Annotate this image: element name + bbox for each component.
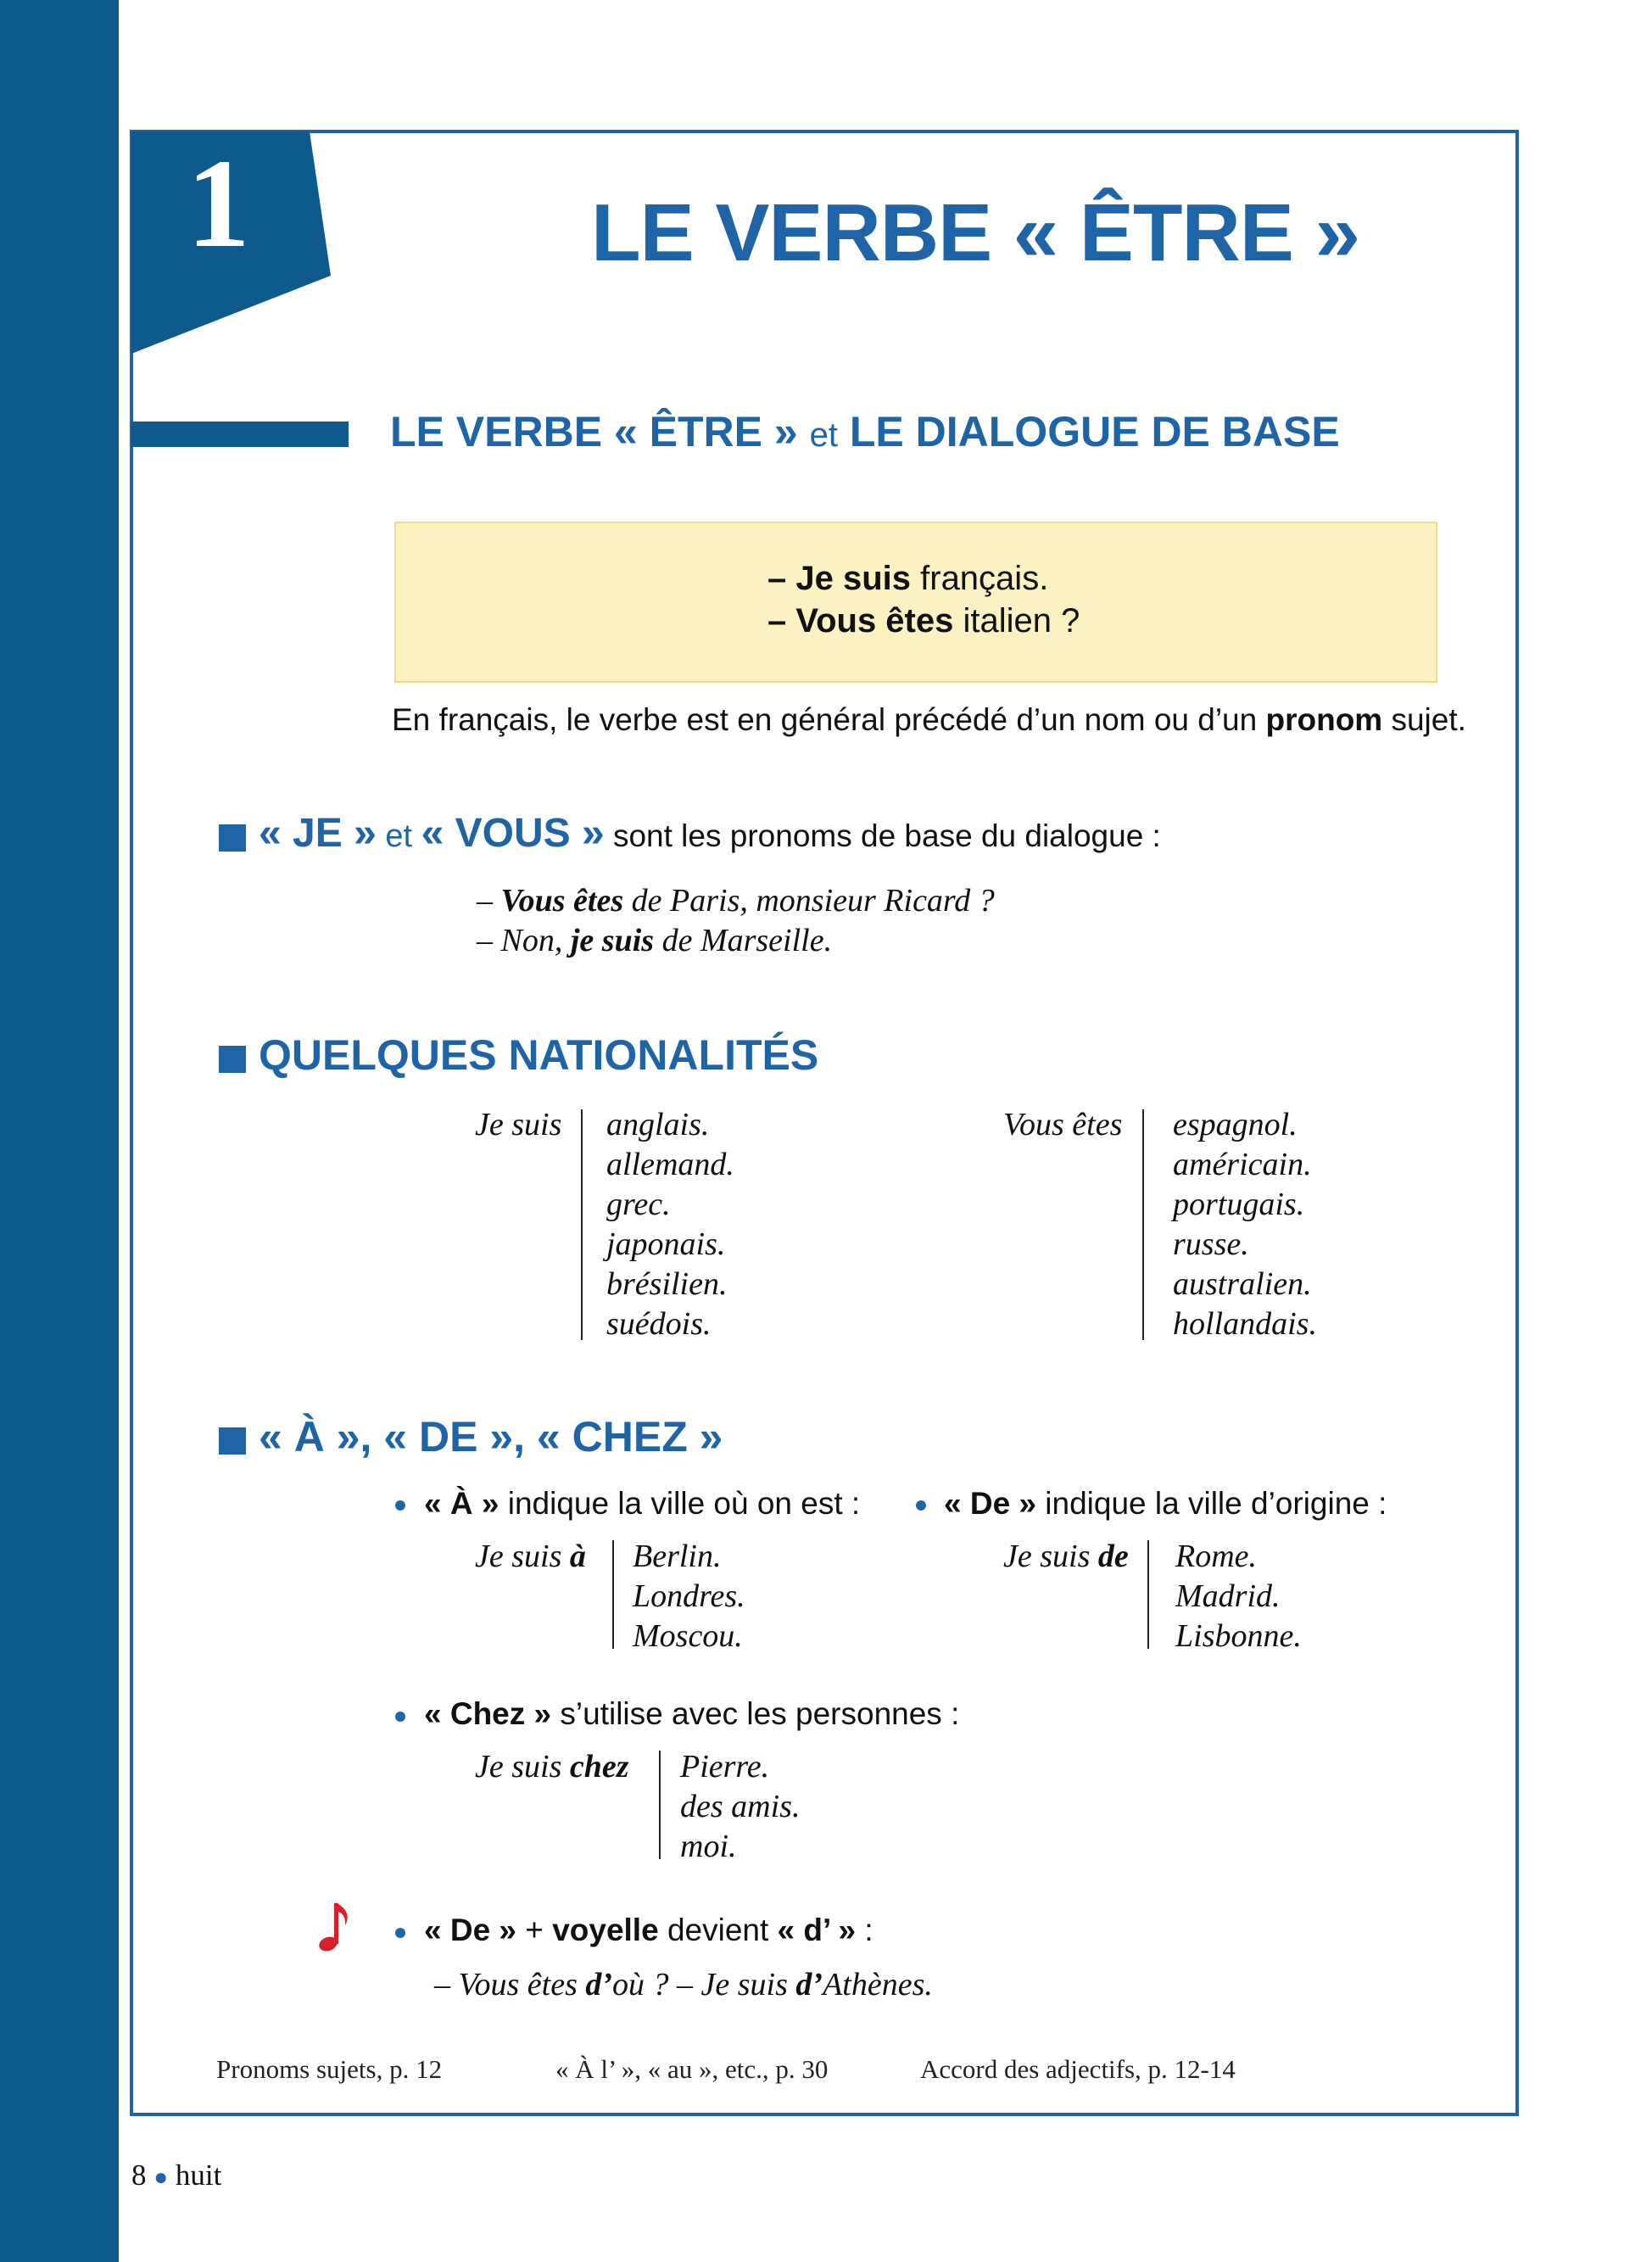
rule-quote: « d’ »	[777, 1913, 857, 1947]
example-line	[767, 560, 1048, 598]
example-verb: – Vous êtes	[767, 602, 954, 640]
de-rule-text: indique la ville d’origine :	[1036, 1486, 1387, 1521]
list-item: Moscou.	[633, 1618, 743, 1654]
reference-link: « À l’ », « au », etc., p. 30	[555, 2054, 829, 2084]
rule-text: +	[516, 1913, 553, 1947]
list-item: Pierre.	[680, 1749, 770, 1784]
chez-quote: « Chez »	[424, 1696, 552, 1731]
intro-part: sujet.	[1382, 702, 1466, 737]
nationalite-list-left	[606, 1105, 734, 1344]
list-item: moi.	[680, 1829, 737, 1864]
de-voyelle-rule	[424, 1913, 873, 1948]
label-text: Je suis	[1003, 1539, 1098, 1574]
list-item: Madrid.	[1175, 1578, 1281, 1614]
je-vous-desc: sont les pronoms de base du dialogue :	[604, 818, 1161, 853]
bullet	[395, 1712, 405, 1722]
section-title-part: LE DIALOGUE DE BASE	[849, 408, 1340, 455]
reference-link: Pronoms sujets, p. 12	[216, 2054, 443, 2084]
list-item: américain.	[1173, 1147, 1312, 1182]
example-text: où ? – Je suis	[612, 1967, 796, 2002]
column-divider	[1142, 1109, 1144, 1340]
de-quote: « De »	[944, 1486, 1037, 1521]
music-note-icon	[318, 1900, 352, 1955]
et-label: et	[376, 818, 421, 854]
dialogue-bold: je suis	[570, 923, 655, 958]
a-city-list	[633, 1537, 745, 1656]
example-text: italien ?	[953, 602, 1080, 640]
reference-link: Accord des adjectifs, p. 12-14	[920, 2054, 1236, 2084]
dialogue-text: –	[477, 883, 501, 919]
list-item: japonais.	[606, 1226, 726, 1262]
list-item: anglais.	[606, 1107, 710, 1142]
column-divider	[581, 1109, 583, 1340]
intro-bold: pronom	[1265, 702, 1383, 737]
nationalite-list-right	[1173, 1105, 1317, 1344]
example-text: français.	[911, 560, 1049, 597]
section-square	[219, 1427, 246, 1455]
side-band	[0, 0, 119, 2262]
example-bold: d’	[585, 1967, 613, 2002]
section-title	[390, 407, 1340, 456]
chapter-number: 1	[187, 133, 250, 274]
section-title-part: LE VERBE « ÊTRE »	[390, 408, 798, 455]
rule-text: :	[856, 1913, 873, 1947]
column-divider	[1147, 1540, 1149, 1649]
list-item: Rome.	[1175, 1539, 1258, 1574]
section-title-et: et	[809, 416, 838, 454]
dialogue-text: de Paris, monsieur Ricard ?	[623, 883, 995, 919]
label-text: Je suis	[475, 1539, 570, 1574]
bullet	[395, 1500, 405, 1511]
list-item: Lisbonne.	[1175, 1618, 1302, 1654]
chez-rule	[424, 1696, 959, 1732]
list-item: hollandais.	[1173, 1306, 1317, 1342]
label-bold: chez	[569, 1749, 629, 1784]
rule-text: devient	[658, 1913, 778, 1947]
chez-label	[475, 1747, 629, 1787]
de-voyelle-example	[434, 1966, 933, 2003]
chapter-title: LE VERBE « ÊTRE »	[591, 187, 1359, 278]
dialogue-line	[477, 882, 995, 919]
a-rule	[424, 1486, 860, 1522]
je-vous-heading	[259, 810, 1161, 857]
chez-list	[680, 1747, 800, 1867]
section-bar	[131, 422, 349, 447]
intro-part: En français, le verbe est en général précédé d’un nom ou d’un	[392, 702, 1266, 737]
list-item: brésilien.	[606, 1266, 728, 1302]
label-text: Je suis	[475, 1749, 570, 1784]
a-rule-text: indique la ville où on est :	[499, 1486, 861, 1521]
example-bold: d’	[795, 1967, 823, 2002]
page-word: huit	[175, 2159, 222, 2192]
example-line	[767, 602, 1080, 640]
de-city-list	[1175, 1537, 1302, 1656]
column-divider	[612, 1540, 614, 1649]
label-bold: de	[1097, 1539, 1129, 1574]
dialogue-text: de Marseille.	[654, 923, 833, 958]
chez-rule-text: s’utilise avec les personnes :	[551, 1696, 960, 1731]
footer-bullet: ●	[153, 2164, 169, 2191]
je-label: « JE »	[259, 811, 377, 856]
a-quote: « À »	[424, 1486, 500, 1521]
list-item: allemand.	[606, 1147, 734, 1182]
prepositions-heading: « À », « DE », « CHEZ »	[259, 1413, 723, 1461]
example-text: Athènes.	[823, 1967, 933, 2002]
example-verb: – Je suis	[767, 560, 912, 597]
section-square	[219, 1046, 246, 1073]
dialogue-bold: Vous êtes	[500, 883, 624, 919]
list-item: Berlin.	[633, 1539, 722, 1574]
list-item: suédois.	[606, 1306, 712, 1342]
page-number: 8	[131, 2159, 147, 2192]
list-item: Londres.	[633, 1578, 745, 1614]
label-bold: à	[569, 1539, 586, 1574]
example-text: – Vous êtes	[434, 1967, 586, 2002]
list-item: portugais.	[1173, 1187, 1305, 1222]
list-item: grec.	[606, 1187, 671, 1222]
nationalite-label: Vous êtes	[1003, 1107, 1123, 1142]
nationalites-heading: QUELQUES NATIONALITÉS	[259, 1031, 819, 1079]
page-footer	[131, 2159, 221, 2192]
bullet	[395, 1928, 405, 1938]
dialogue-line	[477, 922, 832, 959]
bullet	[916, 1500, 926, 1511]
column-divider	[659, 1751, 661, 1859]
rule-bold: voyelle	[552, 1913, 659, 1947]
de-label	[1003, 1537, 1129, 1577]
vous-label: « VOUS »	[421, 811, 605, 856]
dialogue-text: – Non,	[477, 923, 571, 958]
list-item: des amis.	[680, 1789, 801, 1824]
nationalite-label: Je suis	[475, 1107, 562, 1142]
a-label	[475, 1537, 586, 1577]
rule-quote: « De »	[424, 1913, 517, 1947]
de-rule	[944, 1486, 1387, 1522]
list-item: russe.	[1173, 1226, 1249, 1262]
intro-text	[392, 702, 1466, 738]
list-item: australien.	[1173, 1266, 1312, 1302]
section-square	[219, 824, 246, 852]
list-item: espagnol.	[1173, 1107, 1298, 1142]
